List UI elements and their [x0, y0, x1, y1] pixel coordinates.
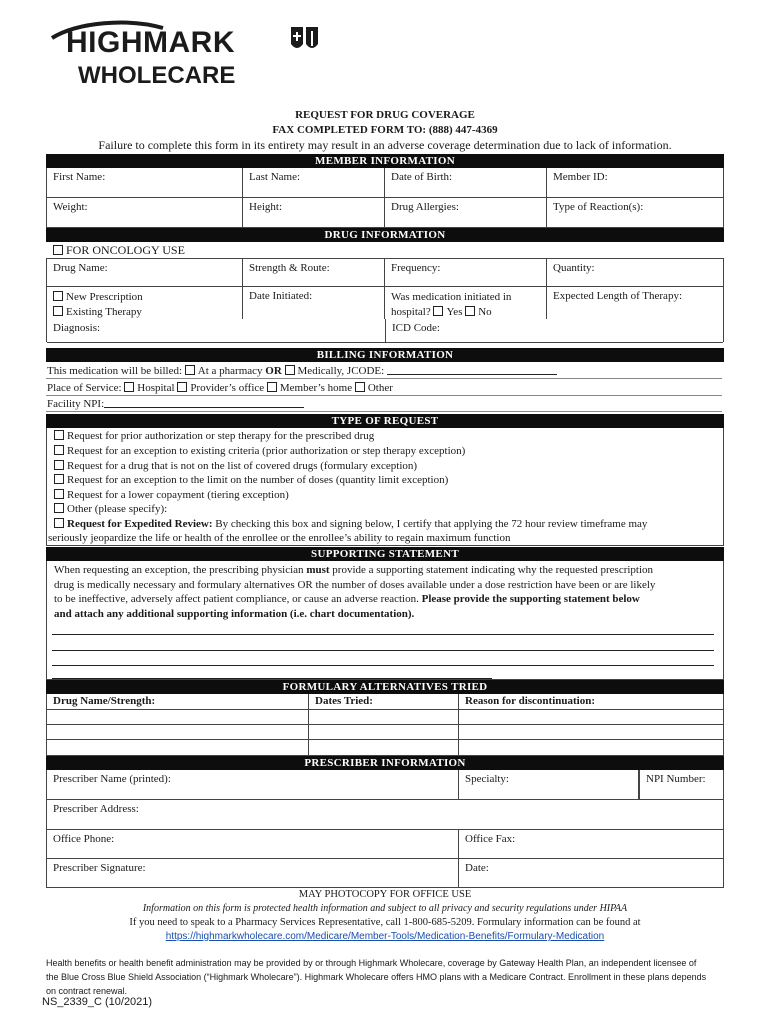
- oncology-label: FOR ONCOLOGY USE: [66, 243, 185, 257]
- supporting-bold-1: Please provide the supporting statement below: [421, 593, 640, 605]
- provider-office-label: Provider’s office: [190, 382, 265, 394]
- pharmacy-label: At a pharmacy: [197, 365, 263, 377]
- other-pos-label: Other: [367, 382, 393, 394]
- reaction-label: Type of Reaction(s):: [553, 201, 644, 213]
- formulary-row: [47, 725, 723, 740]
- warning-text: Failure to complete this form in its entirety may result in an adverse coverage determination due to lack of information.: [98, 138, 672, 152]
- reaction-field[interactable]: [547, 198, 723, 227]
- supporting-entry-line[interactable]: [52, 650, 714, 651]
- hospital-label: Hospital: [137, 382, 175, 394]
- supporting-statement-bar: SUPPORTING STATEMENT: [46, 547, 724, 561]
- supporting-text-c: to be ineffective, adversely affect patient compliance, or cause an adverse reaction.: [54, 593, 419, 605]
- supporting-line-2: drug is medically necessary and formulary alternatives OR the number of doses available under a dose restriction have been or are likely: [54, 578, 656, 591]
- facility-npi-line: [47, 398, 304, 410]
- facility-npi-label: Facility NPI:: [47, 398, 105, 410]
- last-name-field[interactable]: [243, 168, 385, 197]
- supporting-entry-line[interactable]: [52, 665, 714, 666]
- drug-name-field[interactable]: [47, 259, 243, 286]
- member-id-label: Member ID:: [553, 171, 608, 183]
- prescriber-row-1: [47, 770, 723, 800]
- specialty-field[interactable]: [459, 770, 639, 799]
- quantity-label: Quantity:: [553, 262, 595, 274]
- fax-number: FAX COMPLETED FORM TO: (888) 447-4369: [272, 124, 498, 136]
- height-label: Height:: [249, 201, 282, 213]
- other-pos-checkbox[interactable]: [355, 382, 365, 392]
- prescriber-information-bar: PRESCRIBER INFORMATION: [46, 756, 724, 770]
- logo-line2: WHOLECARE: [78, 62, 236, 89]
- hospital-initiated-options: [391, 305, 540, 320]
- date-field[interactable]: [459, 859, 723, 887]
- request-option[interactable]: [54, 503, 167, 515]
- office-fax-label: Office Fax:: [465, 833, 516, 845]
- member-grid: [46, 168, 724, 228]
- disclaimer-line-2: the Blue Cross Blue Shield Association (“Highmark Wholecare”). Highmark Wholecare offers HMO plans with a Medicare Contract. Enrollment in these plans depends: [46, 972, 707, 982]
- specialty-label: Specialty:: [465, 773, 509, 785]
- oncology-option[interactable]: [53, 243, 185, 258]
- formulary-cell[interactable]: [309, 710, 459, 724]
- request-checkbox[interactable]: [54, 489, 64, 499]
- formulary-row: [47, 740, 723, 756]
- supporting-entry-line[interactable]: [52, 634, 714, 635]
- prescriber-name-label: Prescriber Name (printed):: [53, 773, 171, 785]
- request-checkbox[interactable]: [54, 503, 64, 513]
- formulary-cell[interactable]: [459, 740, 723, 755]
- date-initiated-label: Date Initiated:: [249, 290, 313, 302]
- first-name-field[interactable]: [47, 168, 243, 197]
- oncology-checkbox[interactable]: [53, 245, 63, 255]
- type-of-request-bar: TYPE OF REQUEST: [46, 414, 724, 428]
- col-drug-name: Drug Name/Strength:: [47, 694, 309, 709]
- diagnosis-field[interactable]: [47, 319, 385, 342]
- member-row-1: [47, 168, 723, 198]
- highmark-wholecare-logo: [48, 20, 328, 92]
- no-label: No: [478, 306, 492, 318]
- or-label: OR: [265, 365, 282, 377]
- request-label: Request for an exception to existing criteria (prior authorization or step therapy exception): [67, 445, 466, 457]
- facility-npi-field[interactable]: [104, 398, 304, 408]
- blue-cross-blue-shield-icon: [288, 24, 322, 60]
- disclaimer-line-1: Health benefits or health benefit administration may be provided by or through Highmark Wholecare, coverage by Gateway Health Plan, an independent licensee of: [46, 958, 697, 968]
- first-name-label: First Name:: [53, 171, 106, 183]
- request-checkbox[interactable]: [54, 445, 64, 455]
- prescriber-row-3: [47, 830, 723, 859]
- npi-number-field[interactable]: [639, 770, 723, 799]
- expedited-bold-label: Request for Expedited Review:: [67, 518, 213, 530]
- request-option[interactable]: [54, 489, 289, 501]
- formulary-header-row: [47, 694, 723, 710]
- hospital-initiated-label: Was medication initiated in: [391, 291, 512, 303]
- dob-field[interactable]: [385, 168, 547, 197]
- medically-checkbox[interactable]: [285, 365, 295, 375]
- office-phone-label: Office Phone:: [53, 833, 115, 845]
- drug-row-3: [47, 319, 723, 343]
- formulary-link[interactable]: https://highmarkwholecare.com/Medicare/Member-Tools/Medication-Benefits/Formulary-Medication: [165, 931, 605, 942]
- new-prescription-checkbox[interactable]: [53, 291, 63, 301]
- existing-therapy-checkbox[interactable]: [53, 306, 63, 316]
- member-information-bar: MEMBER INFORMATION: [46, 154, 724, 168]
- drug-row-1: [47, 259, 723, 287]
- prescriber-signature-field[interactable]: [47, 859, 459, 887]
- request-label: Other (please specify):: [67, 503, 168, 515]
- pharmacy-contact: If you need to speak to a Pharmacy Services Representative, call 1-800-685-5209. Formulary information can be found at: [129, 917, 641, 928]
- request-option[interactable]: [54, 430, 374, 442]
- pos-label: Place of Service:: [47, 382, 122, 394]
- prescriber-row-4: [47, 859, 723, 888]
- member-id-field[interactable]: [547, 168, 723, 197]
- form-code: NS_2339_C (10/2021): [42, 996, 153, 1008]
- disclaimer-line-3: on contract renewal.: [46, 986, 128, 996]
- formulary-cell[interactable]: [309, 740, 459, 755]
- existing-therapy-label: Existing Therapy: [66, 306, 142, 318]
- prescriber-row-2: [47, 800, 723, 830]
- pharmacy-checkbox[interactable]: [185, 365, 195, 375]
- frequency-label: Frequency:: [391, 262, 441, 274]
- expedited-checkbox[interactable]: [54, 518, 64, 528]
- last-name-label: Last Name:: [249, 171, 301, 183]
- formulary-cell[interactable]: [47, 725, 309, 739]
- hospital-checkbox[interactable]: [124, 382, 134, 392]
- supporting-line-1: [54, 563, 716, 578]
- request-option[interactable]: [54, 445, 465, 457]
- strength-label: Strength & Route:: [249, 262, 330, 274]
- formulary-grid: [46, 694, 724, 756]
- col-reason: Reason for discontinuation:: [465, 695, 595, 707]
- billed-label: This medication will be billed:: [47, 365, 183, 377]
- supporting-text: [54, 563, 716, 621]
- member-row-2: [47, 198, 723, 228]
- formulary-cell[interactable]: [459, 710, 723, 724]
- drug-grid: [46, 258, 724, 342]
- strength-field[interactable]: [243, 259, 385, 286]
- expedited-text-2: seriously jeopardize the life or health of the enrollee or the enrollee’s ability to regain maximum function: [48, 532, 511, 544]
- billing-information-bar: BILLING INFORMATION: [46, 348, 724, 362]
- no-checkbox[interactable]: [465, 306, 475, 316]
- drug-information-bar: DRUG INFORMATION: [46, 228, 724, 242]
- request-checkbox[interactable]: [54, 430, 64, 440]
- request-checkbox[interactable]: [54, 460, 64, 470]
- formulary-link-line: [0, 931, 770, 942]
- request-checkbox[interactable]: [54, 474, 64, 484]
- request-label: Request for a drug that is not on the list of covered drugs (formulary exception): [67, 460, 418, 472]
- form-title: REQUEST FOR DRUG COVERAGE: [295, 109, 475, 121]
- hipaa-text: Information on this form is protected health information and subject to all privacy and security regulations under HIPAA: [142, 903, 628, 914]
- icd-code-label: ICD Code:: [392, 322, 440, 334]
- formulary-row: [47, 710, 723, 725]
- supporting-entry-line[interactable]: [52, 678, 492, 679]
- office-fax-field[interactable]: [459, 830, 723, 858]
- yes-label: Yes: [446, 306, 463, 318]
- members-home-checkbox[interactable]: [267, 382, 277, 392]
- allergies-field[interactable]: [385, 198, 547, 227]
- office-phone-field[interactable]: [47, 830, 459, 858]
- npi-number-label: NPI Number:: [646, 773, 706, 785]
- prescriber-name-field[interactable]: [47, 770, 459, 799]
- expected-length-label: Expected Length of Therapy:: [553, 290, 682, 302]
- drug-name-label: Drug Name:: [53, 262, 108, 274]
- dob-label: Date of Birth:: [391, 171, 453, 183]
- prescriber-signature-label: Prescriber Signature:: [53, 862, 146, 874]
- formulary-cell[interactable]: [47, 740, 309, 755]
- formulary-cell[interactable]: [309, 725, 459, 739]
- hospital-question-label: hospital?: [391, 306, 431, 318]
- expedited-text: By checking this box and signing below, I certify that applying the 72 hour review timeframe may: [215, 518, 648, 530]
- date-initiated-field[interactable]: [243, 287, 385, 319]
- prescriber-grid: [46, 770, 724, 888]
- request-label: Request for prior authorization or step therapy for the prescribed drug: [67, 430, 375, 442]
- supporting-line-4: and attach any additional supporting information (i.e. chart documentation).: [54, 607, 415, 620]
- supporting-text-a: When requesting an exception, the prescribing physician: [54, 564, 304, 576]
- billing-method-line: [47, 365, 557, 377]
- existing-therapy-option[interactable]: [53, 305, 236, 320]
- quantity-field[interactable]: [547, 259, 723, 286]
- allergies-label: Drug Allergies:: [391, 201, 459, 213]
- drug-row-2: [47, 287, 723, 319]
- formulary-cell[interactable]: [47, 710, 309, 724]
- prescriber-address-field[interactable]: [47, 800, 723, 829]
- place-of-service-line: [47, 382, 393, 394]
- expedited-review-option[interactable]: [54, 518, 647, 530]
- request-label: Request for an exception to the limit on the number of doses (quantity limit exception): [67, 474, 449, 486]
- weight-field[interactable]: [47, 198, 243, 227]
- request-option[interactable]: [54, 474, 448, 486]
- yes-checkbox[interactable]: [433, 306, 443, 316]
- therapy-type: [47, 287, 243, 319]
- formulary-alternatives-bar: FORMULARY ALTERNATIVES TRIED: [46, 680, 724, 694]
- supporting-text-b: provide a supporting statement indicating why the requested prescription: [332, 564, 654, 576]
- provider-office-checkbox[interactable]: [177, 382, 187, 392]
- hospital-initiated-field: [385, 287, 547, 319]
- formulary-cell[interactable]: [459, 725, 723, 739]
- must-bold: must: [306, 564, 330, 576]
- hipaa-note: [0, 903, 770, 914]
- expected-length-field[interactable]: [547, 287, 723, 319]
- diagnosis-label: Diagnosis:: [53, 322, 101, 334]
- frequency-field[interactable]: [385, 259, 547, 286]
- height-field[interactable]: [243, 198, 385, 227]
- new-prescription-label: New Prescription: [66, 291, 143, 303]
- members-home-label: Member’s home: [279, 382, 353, 394]
- medically-label: Medically, JCODE:: [297, 365, 385, 377]
- supporting-line-3: [54, 592, 716, 607]
- photocopy-note: MAY PHOTOCOPY FOR OFFICE USE: [298, 889, 472, 900]
- prescriber-address-label: Prescriber Address:: [53, 803, 139, 815]
- date-label: Date:: [465, 862, 489, 874]
- weight-label: Weight:: [53, 201, 88, 213]
- request-label: Request for a lower copayment (tiering exception): [67, 489, 289, 501]
- new-prescription-option[interactable]: [53, 290, 236, 305]
- icd-code-field[interactable]: [385, 319, 723, 342]
- col-dates-tried: Dates Tried:: [309, 694, 459, 709]
- jcode-field[interactable]: [387, 365, 557, 375]
- request-option[interactable]: [54, 460, 417, 472]
- disclaimer: [46, 956, 736, 998]
- logo-line1: HIGHMARK: [66, 26, 235, 59]
